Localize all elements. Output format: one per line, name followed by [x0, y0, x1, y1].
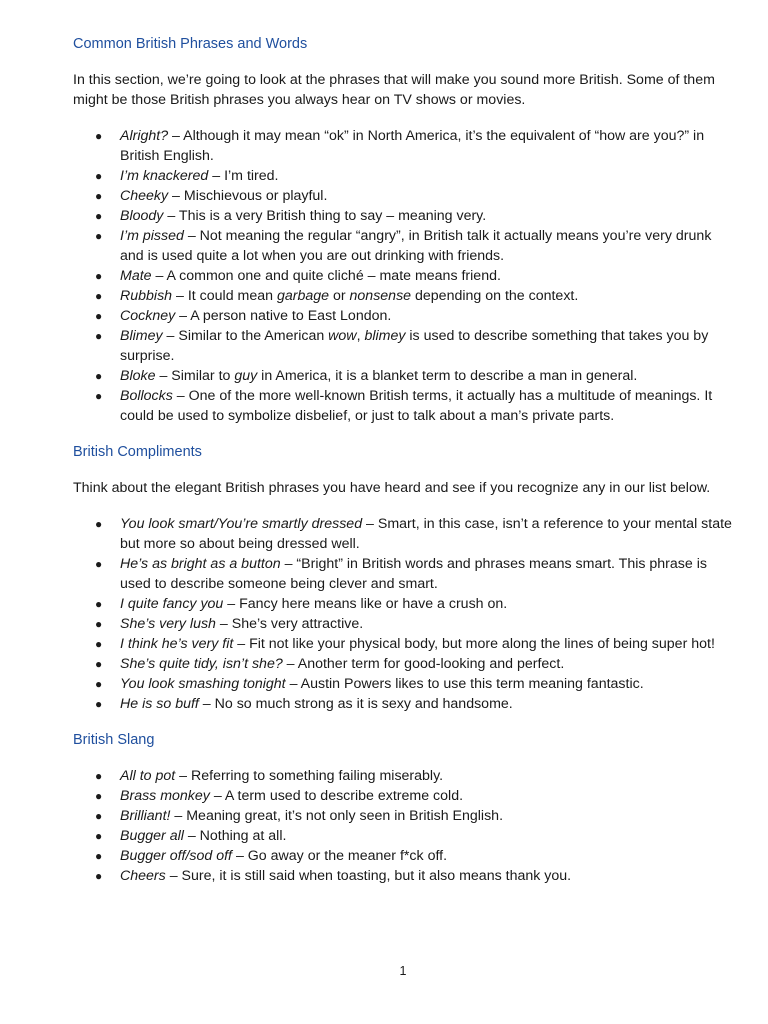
phrase-definition: – Nothing at all.	[183, 828, 287, 844]
phrase-definition: – No so much strong as it is sexy and handsome.	[198, 696, 513, 712]
list-item	[73, 694, 733, 714]
page-number: 1	[399, 964, 407, 978]
phrase-term: I’m knackered	[120, 168, 209, 184]
phrase-definition: – I’m tired.	[208, 168, 279, 184]
list-item	[73, 594, 733, 614]
list-item	[73, 514, 733, 554]
bullet-icon: ●	[95, 677, 103, 691]
phrase-definition: is used to describe something that takes you by surprise.	[120, 328, 709, 364]
bullet-icon: ●	[95, 169, 103, 183]
phrase-term: Brass monkey	[120, 788, 210, 804]
phrase-definition: – Referring to something failing miserably.	[175, 768, 444, 784]
phrase-definition: – A term used to describe extreme cold.	[209, 788, 464, 804]
phrase-term: You look smart/You’re smartly dressed	[120, 516, 363, 532]
bullet-icon: ●	[95, 389, 103, 403]
list-item	[73, 826, 733, 846]
list-item	[73, 386, 733, 426]
bullet-icon: ●	[95, 269, 103, 283]
list-item	[73, 226, 733, 266]
list-item	[73, 286, 733, 306]
phrase-list	[73, 514, 733, 714]
list-item	[73, 674, 733, 694]
bullet-icon: ●	[95, 809, 103, 823]
bullet-icon: ●	[95, 189, 103, 203]
bullet-icon: ●	[95, 637, 103, 651]
section-heading: Common British Phrases and Words	[73, 36, 308, 52]
phrase-term: You look smashing tonight	[120, 676, 286, 692]
bullet-icon: ●	[95, 369, 103, 383]
phrase-definition: – A common one and quite cliché – mate means friend.	[151, 268, 501, 284]
phrase-term: Cheers	[120, 868, 166, 884]
phrase-term: Bollocks	[120, 388, 173, 404]
list-item	[73, 654, 733, 674]
phrase-term: Bloke	[120, 368, 156, 384]
phrase-term: I’m pissed	[120, 228, 184, 244]
phrase-definition: depending on the context.	[411, 288, 579, 304]
section-intro: Think about the elegant British phrases you have heard and see if you recognize any in our list below.	[73, 480, 711, 496]
phrase-definition: – It could mean	[172, 288, 277, 304]
bullet-icon: ●	[95, 129, 103, 143]
phrase-definition: – This is a very British thing to say – meaning very.	[163, 208, 487, 224]
phrase-definition: – Fit not like your physical body, but more along the lines of being super hot!	[233, 636, 715, 652]
section-heading: British Compliments	[73, 444, 202, 460]
emphasized-word: wow	[328, 328, 357, 344]
bullet-icon: ●	[95, 617, 103, 631]
list-item	[73, 866, 733, 886]
phrase-definition: – Smart, in this case, isn’t a reference to your mental state but more so about being dressed well.	[120, 516, 732, 552]
bullet-icon: ●	[95, 557, 103, 571]
phrase-list	[73, 126, 733, 426]
list-item	[73, 366, 733, 386]
list-item	[73, 166, 733, 186]
bullet-icon: ●	[95, 229, 103, 243]
phrase-term: He’s as bright as a button	[120, 556, 281, 572]
bullet-icon: ●	[95, 849, 103, 863]
bullet-icon: ●	[95, 697, 103, 711]
phrase-definition: – Similar to	[155, 368, 235, 384]
list-item	[73, 554, 733, 594]
bullet-icon: ●	[95, 789, 103, 803]
phrase-definition: – Although it may mean “ok” in North America, it’s the equivalent of “how are you?” in British English.	[120, 128, 705, 164]
phrase-definition: – Sure, it is still said when toasting, but it also means thank you.	[165, 868, 572, 884]
list-item	[73, 206, 733, 226]
bullet-icon: ●	[95, 329, 103, 343]
phrase-term: I quite fancy you	[120, 596, 224, 612]
phrase-definition: – Fancy here means like or have a crush on.	[223, 596, 508, 612]
bullet-icon: ●	[95, 517, 103, 531]
phrase-term: Bugger off/sod off	[120, 848, 232, 864]
phrase-term: Rubbish	[120, 288, 173, 304]
list-item	[73, 186, 733, 206]
bullet-icon: ●	[95, 597, 103, 611]
phrase-definition: – She’s very attractive.	[215, 616, 364, 632]
bullet-icon: ●	[95, 309, 103, 323]
document-page	[73, 34, 733, 886]
phrase-term: He is so buff	[120, 696, 199, 712]
section-0	[73, 34, 733, 426]
phrase-list	[73, 766, 733, 886]
list-item	[73, 326, 733, 366]
phrase-term: I think he’s very fit	[120, 636, 234, 652]
list-item	[73, 846, 733, 866]
phrase-term: Brilliant!	[120, 808, 171, 824]
phrase-term: All to pot	[120, 768, 176, 784]
phrase-term: Cockney	[120, 308, 176, 324]
bullet-icon: ●	[95, 289, 103, 303]
phrase-definition: – Similar to the American	[162, 328, 329, 344]
phrase-term: Mate	[120, 268, 152, 284]
phrase-definition: – Go away or the meaner f*ck off.	[232, 848, 448, 864]
bullet-icon: ●	[95, 209, 103, 223]
list-item	[73, 634, 733, 654]
phrase-definition: – Not meaning the regular “angry”, in British talk it actually means you’re very drunk and is used quite a lot when you are out drinking with friends.	[120, 228, 712, 264]
phrase-definition: – “Bright” in British words and phrases means smart. This phrase is used to describe someone being clever and smart.	[120, 556, 707, 592]
document-body	[73, 34, 733, 886]
phrase-definition: in America, it is a blanket term to describe a man in general.	[257, 368, 638, 384]
phrase-definition: – Mischievous or playful.	[168, 188, 328, 204]
phrase-term: Bloody	[120, 208, 164, 224]
emphasized-word: nonsense	[349, 288, 412, 304]
list-item	[73, 614, 733, 634]
emphasized-word: guy	[234, 368, 258, 384]
phrase-term: She’s quite tidy, isn’t she?	[120, 656, 283, 672]
bullet-icon: ●	[95, 829, 103, 843]
bullet-icon: ●	[95, 657, 103, 671]
section-heading: British Slang	[73, 732, 155, 748]
phrase-definition: ,	[356, 328, 365, 344]
emphasized-word: garbage	[276, 288, 330, 304]
list-item	[73, 306, 733, 326]
phrase-definition: – Austin Powers likes to use this term meaning fantastic.	[285, 676, 644, 692]
phrase-term: Bugger all	[120, 828, 184, 844]
list-item	[73, 766, 733, 786]
phrase-definition: – Meaning great, it’s not only seen in British English.	[170, 808, 504, 824]
bullet-icon: ●	[95, 869, 103, 883]
phrase-term: Blimey	[120, 328, 163, 344]
section-intro: In this section, we’re going to look at the phrases that will make you sound more British. Some of them might be those British phrases you always hear on TV shows or movies.	[73, 72, 715, 108]
phrase-term: Cheeky	[120, 188, 169, 204]
phrase-term: Alright?	[120, 128, 169, 144]
list-item	[73, 126, 733, 166]
list-item	[73, 806, 733, 826]
phrase-definition: – One of the more well-known British terms, it actually has a multitude of meanings. It could be used to symbolize disbelief, or just to talk about a man’s private parts.	[120, 388, 713, 424]
phrase-term: She’s very lush	[120, 616, 216, 632]
bullet-icon: ●	[95, 769, 103, 783]
list-item	[73, 786, 733, 806]
phrase-definition: – Another term for good-looking and perfect.	[282, 656, 565, 672]
phrase-definition: – A person native to East London.	[175, 308, 392, 324]
section-2	[73, 730, 733, 886]
list-item	[73, 266, 733, 286]
section-1	[73, 442, 733, 714]
emphasized-word: blimey	[364, 328, 406, 344]
phrase-definition: or	[329, 288, 350, 304]
